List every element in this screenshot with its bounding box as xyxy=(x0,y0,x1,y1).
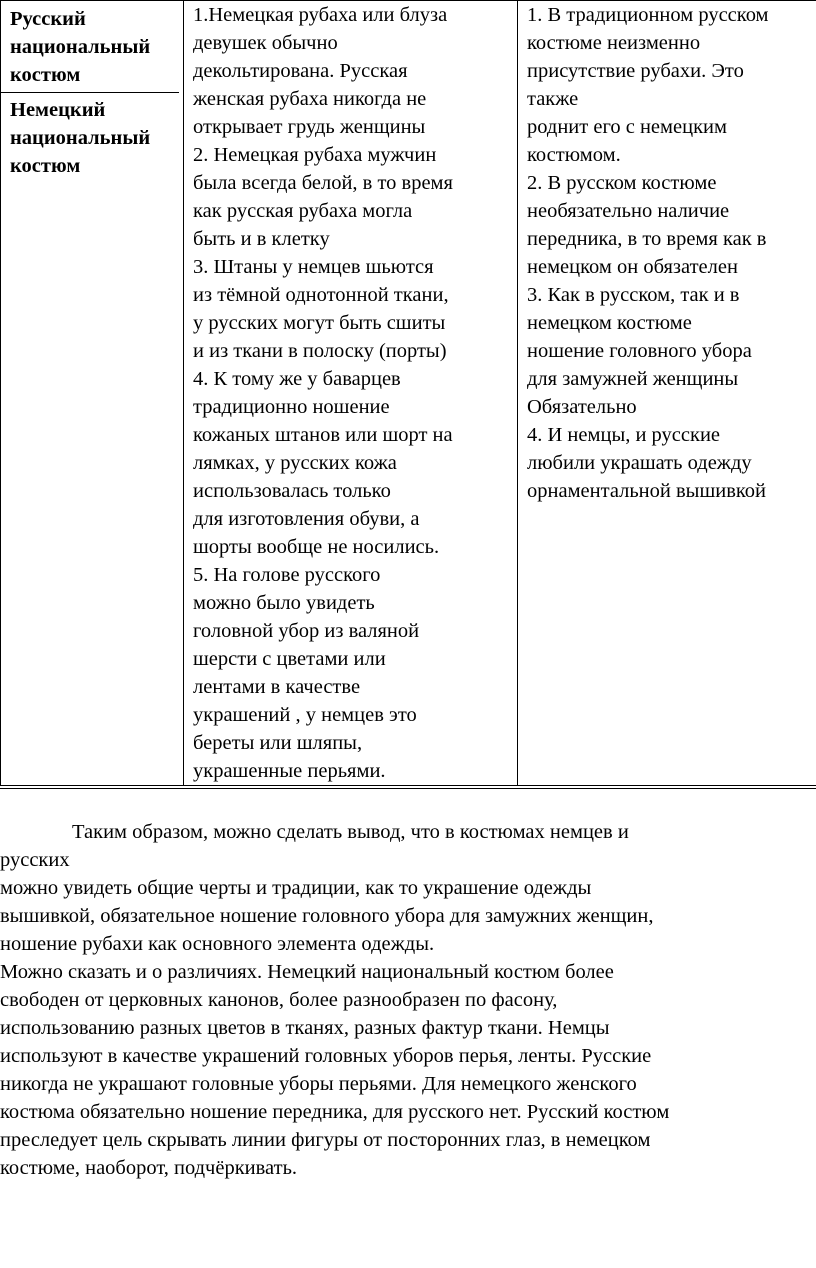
conclusion-text-line: костюме, наоборот, подчёркивать. xyxy=(0,1157,298,1179)
differences-text-line: кожаных штанов или шорт на xyxy=(193,424,453,446)
differences-text-line: шорты вообще не носились. xyxy=(193,536,440,558)
common-features-list xyxy=(527,1,816,505)
differences-text-line: женская рубаха никогда не xyxy=(193,88,427,110)
differences-text-line: открывает грудь женщины xyxy=(193,116,426,138)
common-features-text-line: 1. В традиционном русском xyxy=(527,4,769,26)
conclusion-text xyxy=(0,818,816,1182)
differences-text-line: украшенные перьями. xyxy=(193,760,386,782)
common-features-text-line: орнаментальной вышивкой xyxy=(527,480,767,502)
russian-costume-label: Русский национальный костюм xyxy=(1,1,179,93)
differences-text-line: 3. Штаны у немцев шьются xyxy=(193,256,434,278)
table-bottom-rule xyxy=(0,788,816,789)
differences-text-line: была всегда белой, в то время xyxy=(193,172,453,194)
common-features-text-line: присутствие рубахи. Это xyxy=(527,60,744,82)
common-features-text-line: ношение головного убора xyxy=(527,340,752,362)
differences-text-line: и из ткани в полоску (порты) xyxy=(193,340,447,362)
differences-text-line: 2. Немецкая рубаха мужчин xyxy=(193,144,437,166)
conclusion-text-line: свободен от церковных канонов, более разнообразен по фасону, xyxy=(0,989,558,1011)
common-features-text-line: 2. В русском костюме xyxy=(527,172,717,194)
conclusion-text-line: костюма обязательно ношение передника, для русского нет. Русский костюм xyxy=(0,1101,670,1123)
common-features-text-line: также xyxy=(527,88,579,110)
conclusion-text-line: ношение рубахи как основного элемента одежды. xyxy=(0,933,435,955)
differences-text-line: украшений , у немцев это xyxy=(193,704,417,726)
differences-text-line: девушек обычно xyxy=(193,32,338,54)
german-costume-label: Немецкий национальный костюм xyxy=(10,99,151,177)
differences-text-line: лентами в качестве xyxy=(193,676,361,698)
row-labels-cell xyxy=(1,1,184,786)
common-features-text-line: костюмом. xyxy=(527,144,621,166)
conclusion-text-line: никогда не украшают головные уборы перьями. Для немецкого женского xyxy=(0,1073,637,1095)
common-features-text-line: передника, в то время как в xyxy=(527,228,767,250)
conclusion-text-line: используют в качестве украшений головных уборов перья, ленты. Русские xyxy=(0,1045,652,1067)
common-features-text-line: Обязательно xyxy=(527,396,637,418)
common-features-text-line: 4. И немцы, и русские xyxy=(527,424,721,446)
differences-text-line: можно было увидеть xyxy=(193,592,375,614)
common-features-text-line: немецком он обязателен xyxy=(527,256,738,278)
common-features-text-line: необязательно наличие xyxy=(527,200,730,222)
differences-text-line: береты или шляпы, xyxy=(193,732,363,754)
conclusion-text-line: русских xyxy=(0,849,70,871)
differences-text-line: традиционно ношение xyxy=(193,396,390,418)
differences-text-line: 4. К тому же у баварцев xyxy=(193,368,401,390)
conclusion-text-line: можно увидеть общие черты и традиции, как то украшение одежды xyxy=(0,877,592,899)
common-features-text-line: 3. Как в русском, так и в xyxy=(527,284,740,306)
common-features-text-line: костюме неизменно xyxy=(527,32,701,54)
common-features-text-line: любили украшать одежду xyxy=(527,452,752,474)
differences-text-line: у русских могут быть сшиты xyxy=(193,312,446,334)
differences-text-line: 1.Немецкая рубаха или блуза xyxy=(193,4,448,26)
differences-text-line: быть и в клетку xyxy=(193,228,330,250)
differences-text-line: 5. На голове русского xyxy=(193,564,381,586)
differences-cell xyxy=(184,1,518,786)
differences-text-line: как русская рубаха могла xyxy=(193,200,413,222)
differences-text-line: декольтирована. Русская xyxy=(193,60,408,82)
differences-list xyxy=(193,1,509,785)
conclusion-text-line: вышивкой, обязательное ношение головного убора для замужних женщин, xyxy=(0,905,654,927)
conclusion-text-line: использованию разных цветов в тканях, разных фактур ткани. Немцы xyxy=(0,1017,610,1039)
common-features-cell xyxy=(518,1,816,786)
differences-text-line: лямках, у русских кожа xyxy=(193,452,397,474)
differences-text-line: из тёмной однотонной ткани, xyxy=(193,284,449,306)
common-features-text-line: для замужней женщины xyxy=(527,368,739,390)
table-row xyxy=(1,1,816,786)
differences-text-line: для изготовления обуви, а xyxy=(193,508,420,530)
differences-text-line: использовалась только xyxy=(193,480,391,502)
conclusion-text-line: преследует цель скрывать линии фигуры от посторонних глаз, в немецком xyxy=(0,1129,651,1151)
common-features-text-line: роднит его с немецким xyxy=(527,116,727,138)
differences-text-line: шерсти с цветами или xyxy=(193,648,386,670)
conclusion-text-line: Таким образом, можно сделать вывод, что в костюмах немцев и xyxy=(72,821,629,843)
common-features-text-line: немецком костюме xyxy=(527,312,692,334)
conclusion-text-line: Можно сказать и о различиях. Немецкий национальный костюм более xyxy=(0,961,614,983)
differences-text-line: головной убор из валяной xyxy=(193,620,420,642)
